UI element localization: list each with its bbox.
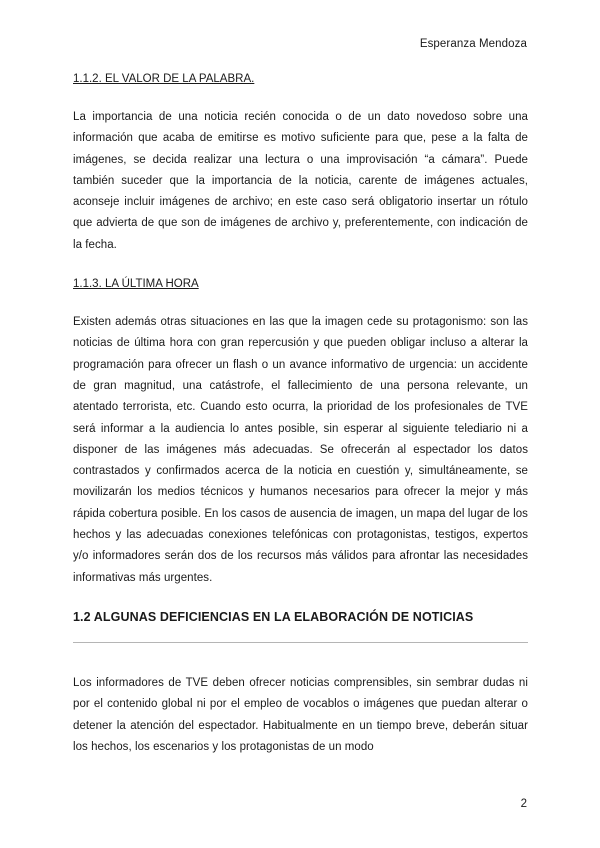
section-heading-valor-palabra: 1.1.2. EL VALOR DE LA PALABRA. (73, 73, 255, 85)
page-content (73, 60, 528, 758)
heading-divider (73, 642, 528, 643)
major-section-heading: 1.2 ALGUNAS DEFICIENCIAS EN LA ELABORACIÓN DE NOTICIAS (73, 609, 474, 624)
paragraph-deficiencias: Los informadores de TVE deben ofrecer noticias comprensibles, sin sembrar dudas ni por el contenido global ni por el empleo de vocablos o imágenes que puedan alterar o detener la atención del espectador. Habitualmente en un tiempo breve, deberán situar los hechos, los escenarios y los protagonistas de un modo (73, 676, 528, 753)
paragraph-ultima-hora: Existen además otras situaciones en las que la imagen cede su protagonismo: son las noticias de última hora con gran repercusión y que pueden obligar incluso a alterar la programación para ofrecer un flash o un avance informativo de urgencia: un accidente de gran magnitud, una catástrofe, el fallecimiento de una persona relevante, un atentado terrorista, etc. Cuando esto ocurra, la prioridad de los profesionales de TVE será informar a la audiencia lo antes posible, sin esperar al siguiente telediario ni a disponer de las imágenes más adecuadas. Se ofrecerán al espectador los datos contrastados y confirmados acerca de la noticia en cuestión y, simultáneamente, se movilizarán los medios técnicos y humanos necesarios para ofrecer la mejor y más rápida cobertura posible. En los casos de ausencia de imagen, un mapa del lugar de los hechos y las adecuadas conexiones telefónicas con protagonistas, testigos, expertos y/o informadores serán dos de los recursos más válidos para afrontar las necesidades informativas más urgentes. (73, 316, 528, 584)
header-author: Esperanza Mendoza (419, 38, 527, 50)
section-heading-ultima-hora: 1.1.3. LA ÚLTIMA HORA (73, 278, 199, 291)
page-number: 2 (520, 798, 527, 810)
paragraph-valor-palabra: La importancia de una noticia recién conocida o de un dato novedoso sobre una información que acaba de emitirse es motivo suficiente para que, pese a la falta de imágenes, se decida realizar una lectura o una improvisación “a cámara”. Puede también suceder que la importancia de la noticia, carente de imágenes actuales, aconseje incluir imágenes de archivo; en este caso será obligatorio insertar un rótulo que advierta de que son de imágenes de archivo y, preferentemente, con indicación de la fecha. (73, 111, 528, 251)
